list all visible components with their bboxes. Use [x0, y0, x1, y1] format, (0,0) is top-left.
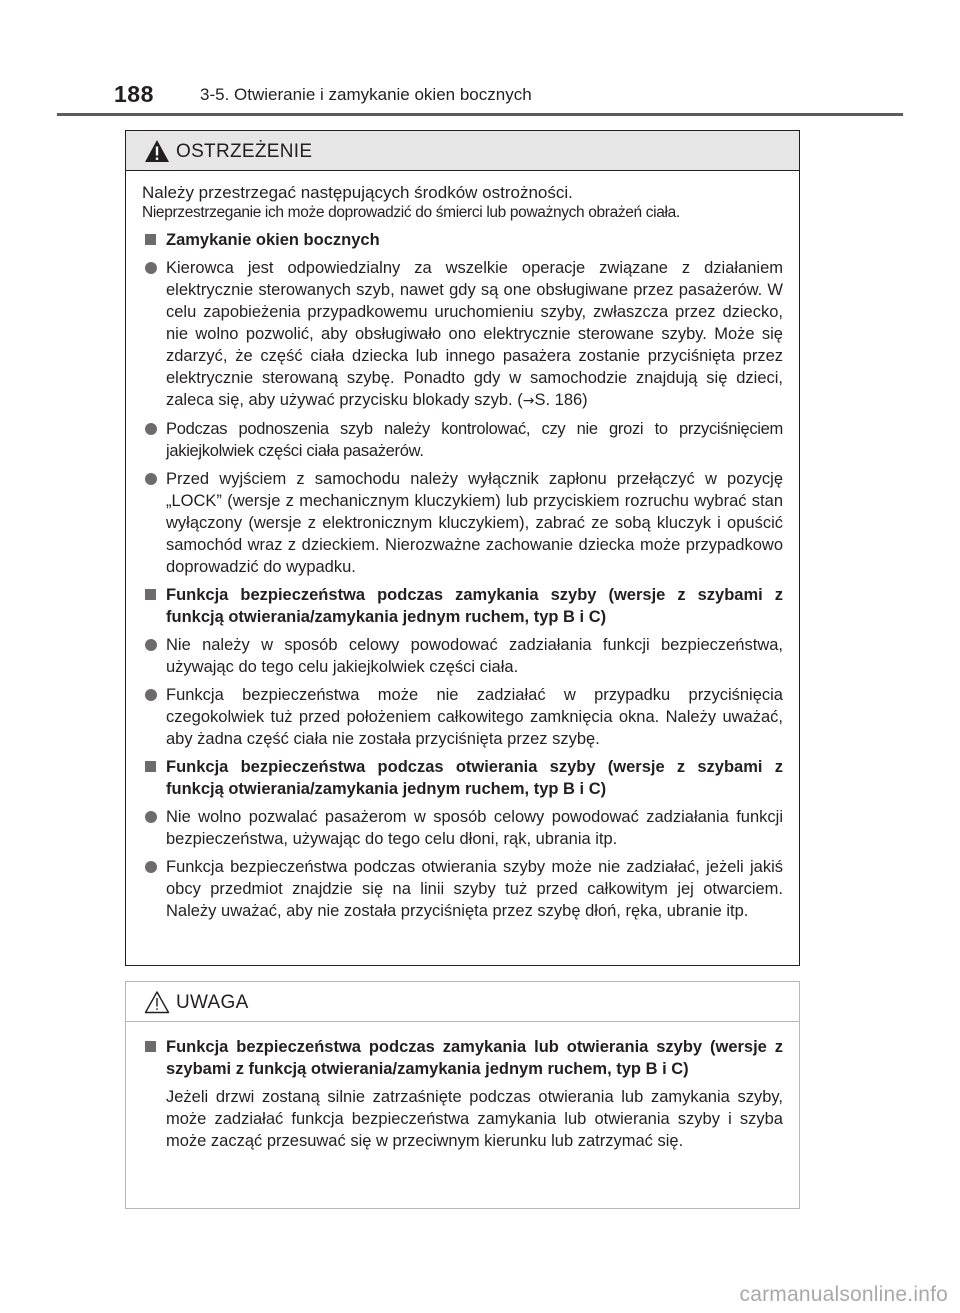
warning-section-closing-windows: [142, 229, 783, 251]
list-item: [142, 806, 783, 850]
section-heading: Funkcja bezpieczeństwa podczas zamykania lub otwierania szyby (wersje z szybami z funkcją otwierania/zamykania jednym ruchem, typ B i C): [166, 1038, 783, 1078]
notice-box: [125, 981, 800, 1209]
bullet-text: Przed wyjściem z samochodu należy wyłącznik zapłonu przełączyć w pozycję „LOCK” (wersje z mechanicznym kluczykiem) lub przyciskiem rozruchu wybrać stan wyłączony (wersje z elektronicznym kluczykiem), zabrać ze sobą kluczyk i opuścić samochód wraz z dzieckiem. Nierozważne zachowanie dziecka może przypadkowo doprowadzić do wypadku.: [166, 470, 783, 576]
round-bullet-icon: [145, 473, 157, 485]
warning-box-header: [126, 131, 799, 171]
warning-section-opening-safety: [142, 756, 783, 800]
warning-box: [125, 130, 800, 966]
list-item: [142, 257, 783, 412]
warning-section-closing-safety: [142, 584, 783, 628]
notice-box-header: [126, 982, 799, 1022]
list-item: [142, 856, 783, 922]
bullet-text: Funkcja bezpieczeństwa może nie zadziałać w przypadku przyciśnięcia czegokolwiek tuż przed położeniem całkowitego zamknięcia okna. Należy uważać, aby żadna część ciała nie została przyciśnięta przez szybę.: [166, 686, 783, 748]
header-rule: [57, 113, 903, 116]
list-item: [142, 634, 783, 678]
warning-triangle-filled-icon: [144, 139, 170, 163]
square-bullet-icon: [145, 1041, 156, 1052]
round-bullet-icon: [145, 861, 157, 873]
page-header: [0, 0, 960, 120]
round-bullet-icon: [145, 639, 157, 651]
list-item: [142, 468, 783, 578]
warning-intro: Należy przestrzegać następujących środków ostrożności.: [142, 183, 573, 202]
section-heading: Zamykanie okien bocznych: [166, 231, 380, 249]
round-bullet-icon: [145, 689, 157, 701]
round-bullet-icon: [145, 262, 157, 274]
round-bullet-icon: [145, 811, 157, 823]
bullet-text: Podczas podnoszenia szyb należy kontrolować, czy nie grozi to przyciśnięciem jakiejkolwiek części ciała pasażerów.: [166, 420, 783, 460]
warning-body: [126, 171, 799, 922]
bullet-text: Nie wolno pozwalać pasażerom w sposób celowy powodować zadziałania funkcji bezpieczeństwa, używając do tego celu dłoni, rąk, ubrania itp.: [166, 808, 783, 848]
square-bullet-icon: [145, 234, 156, 245]
page-number: 188: [114, 81, 154, 107]
notice-section: [142, 1036, 783, 1152]
square-bullet-icon: [145, 589, 156, 600]
round-bullet-icon: [145, 423, 157, 435]
warning-intro-consequence: Nieprzestrzeganie ich może doprowadzić do śmierci lub poważnych obrażeń ciała.: [142, 204, 680, 221]
bullet-text: Kierowca jest odpowiedzialny za wszelkie operacje związane z działaniem elektrycznie sterowanych szyb, nawet gdy są one obsługiwane przez pasażerów. W celu zapobieżenia przypadkowemu uruchomieniu szyby, zwłaszcza przez dziecko, nie wolno pozwolić, aby obsługiwało ono elektrycznie sterowane szyby. Może się zdarzyć, że część ciała dziecka lub innego pasażera zostanie przyciśnięta przez elektrycznie sterowaną szybę. Ponadto gdy w samochodzie znajdują się dzieci, zaleca się, aby używać przycisku blokady szyb. (: [166, 259, 783, 409]
section-heading: Funkcja bezpieczeństwa podczas otwierania szyby (wersje z szybami z funkcją otwierania/zamykania jednym ruchem, typ B i C): [166, 758, 783, 798]
warning-label: OSTRZEŻENIE: [176, 141, 313, 162]
section-title: 3-5. Otwieranie i zamykanie okien bocznych: [200, 85, 532, 104]
watermark: carmanualsonline.info: [739, 1283, 948, 1306]
section-heading: Funkcja bezpieczeństwa podczas zamykania szyby (wersje z szybami z funkcją otwierania/zamykania jednym ruchem, typ B i C): [166, 586, 783, 626]
list-item: [142, 418, 783, 462]
bullet-text: Nie należy w sposób celowy powodować zadziałania funkcji bezpieczeństwa, używając do tego celu jakiejkolwiek części ciała.: [166, 636, 783, 676]
caution-triangle-outline-icon: [144, 990, 170, 1014]
arrow-right-icon: →: [522, 393, 535, 409]
notice-label: UWAGA: [176, 992, 249, 1013]
page-reference: S. 186): [534, 391, 588, 409]
bullet-text: Funkcja bezpieczeństwa podczas otwierania szyby może nie zadziałać, jeżeli jakiś obcy przedmiot znajdzie się na linii szyby tuż przed całkowitym jej otwarciem. Należy uważać, aby nie została przyciśnięta przez szybę dłoń, ręka, ubranie itp.: [166, 858, 783, 920]
notice-paragraph: Jeżeli drzwi zostaną silnie zatrzaśnięte podczas otwierania lub zamykania szyby, może zadziałać funkcja bezpieczeństwa zamykania lub otwierania szyby i szyba może zacząć przesuwać się w przeciwnym kierunku lub zatrzymać się.: [166, 1088, 783, 1150]
square-bullet-icon: [145, 761, 156, 772]
notice-body: [126, 1022, 799, 1152]
list-item: [142, 684, 783, 750]
